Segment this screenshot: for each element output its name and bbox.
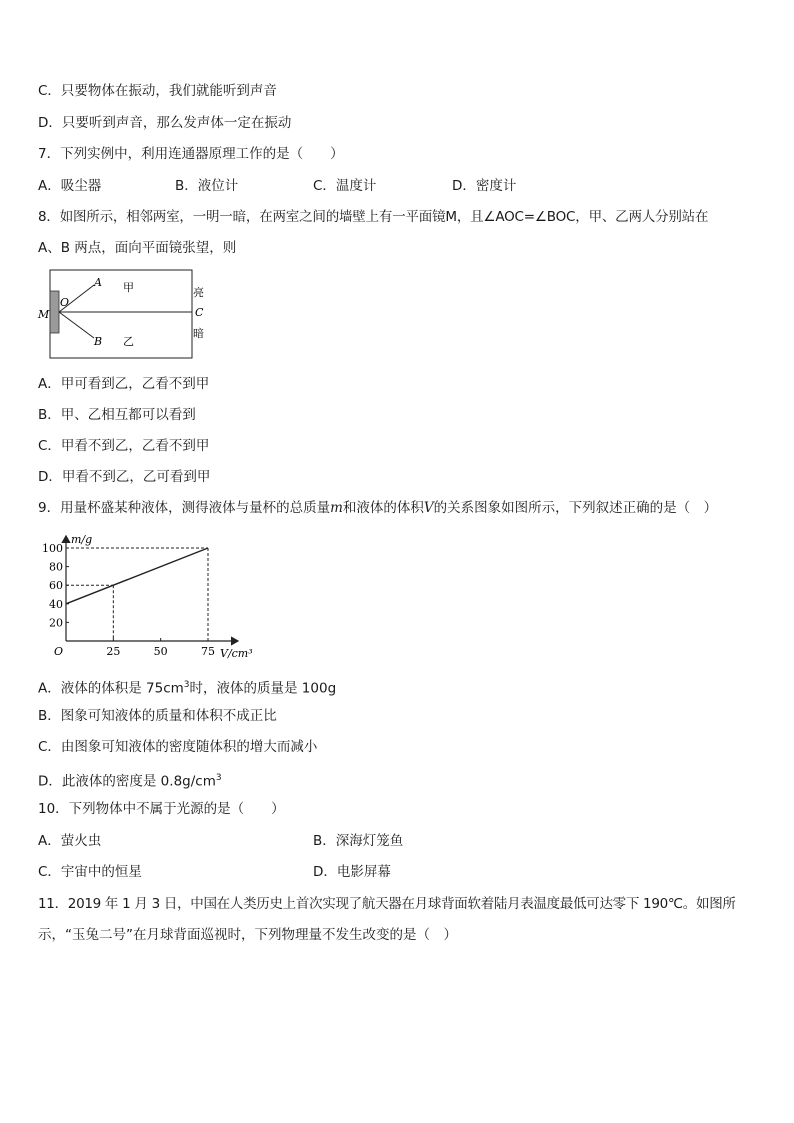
q9-mass-volume-chart	[30, 530, 253, 665]
y-tick-label: 60	[49, 579, 63, 593]
q6-option-d: D．只要听到声音，那么发声体一定在振动	[38, 115, 292, 131]
label-b: B	[94, 335, 103, 348]
q8-stem-line1: 8．如图所示，相邻两室，一明一暗，在两室之间的墙壁上有一平面镜M，且∠AOC=∠BOC，甲、乙两人分别站在	[38, 209, 709, 225]
q7-option-a: A．吸尘器	[38, 178, 102, 194]
q10-option-b: B．深海灯笼鱼	[313, 833, 404, 849]
chart-axes	[66, 536, 238, 641]
q7-option-d: D．密度计	[452, 178, 517, 194]
q9-option-c: C．由图象可知液体的密度随体积的增大而减小	[38, 739, 318, 755]
y-tick-label: 20	[49, 616, 63, 630]
y-axis-label: m/g	[71, 533, 93, 546]
q10-option-c: C．宇宙中的恒星	[38, 864, 142, 880]
q8-option-a: A．甲可看到乙，乙看不到甲	[38, 376, 210, 392]
q10-stem: 10．下列物体中不属于光源的是（ ）	[38, 801, 285, 817]
origin-label: O	[54, 645, 64, 658]
q10-option-d: D．电影屏幕	[313, 864, 391, 880]
q9-option-a-pre: A．液体的体积是 75cm	[38, 680, 184, 697]
room-outline	[50, 270, 192, 358]
label-bright: 亮	[193, 286, 204, 299]
q9-option-a-sup: 3	[183, 680, 190, 690]
label-a: A	[94, 276, 102, 289]
y-tick-label: 100	[42, 542, 63, 555]
line-ob	[59, 312, 94, 338]
label-dark: 暗	[193, 327, 204, 340]
chart-series	[66, 548, 208, 604]
q6-option-c: C．只要物体在振动，我们就能听到声音	[38, 83, 277, 99]
q9-option-a-post: 时，液体的质量是 100g	[189, 680, 337, 697]
q9-option-d-pre: D．此液体的密度是 0.8g/cm	[38, 773, 216, 790]
q8-option-c: C．甲看不到乙，乙看不到甲	[38, 438, 210, 454]
q8-option-b: B．甲、乙相互都可以看到	[38, 407, 196, 423]
q8-mirror-figure	[34, 268, 214, 364]
x-tick-label: 50	[153, 645, 168, 658]
q9-option-a	[38, 676, 336, 698]
q9-stem-m: m	[330, 500, 343, 516]
mass-volume-line	[66, 548, 208, 604]
q10-option-a: A．萤火虫	[38, 833, 102, 849]
y-tick-label: 80	[49, 560, 63, 574]
label-c: C	[195, 306, 204, 319]
q8-stem-line2: A、B 两点，面向平面镜张望，则	[38, 240, 237, 256]
chart-guides	[66, 548, 208, 641]
q8-option-d: D．甲看不到乙，乙可看到甲	[38, 469, 211, 485]
x-tick-label: 75	[201, 645, 215, 658]
q7-stem: 7．下列实例中，利用连通器原理工作的是（ ）	[38, 146, 344, 162]
q7-option-b: B．液位计	[175, 178, 239, 194]
x-axis-label: V/cm³	[220, 647, 253, 660]
q9-stem-post: 的关系图象如图所示，下列叙述正确的是（ ）	[433, 500, 718, 516]
label-o: O	[60, 296, 70, 309]
q9-option-d-sup: 3	[215, 773, 222, 783]
q9-stem-mid: 和液体的体积	[342, 500, 424, 516]
label-yi: 乙	[123, 335, 134, 348]
label-jia: 甲	[123, 281, 134, 294]
label-m: M	[38, 308, 50, 321]
q9-option-b: B．图象可知液体的质量和体积不成正比	[38, 708, 277, 724]
q11-stem-line1: 11．2019 年 1 月 3 日，中国在人类历史上首次实现了航天器在月球背面软着陆月表温度最低可达零下 190℃。如图所	[38, 896, 736, 912]
y-tick-label: 40	[49, 597, 63, 611]
q9-option-d	[38, 769, 222, 791]
q9-stem-v: V	[423, 500, 434, 516]
q11-stem-line2: 示，“玉兔二号”在月球背面巡视时，下列物理量不发生改变的是（ ）	[38, 927, 457, 943]
q9-stem	[38, 499, 717, 517]
plane-mirror	[50, 291, 59, 333]
q7-option-c: C．温度计	[313, 178, 377, 194]
q9-stem-pre: 9．用量杯盛某种液体，测得液体与量杯的总质量	[38, 500, 331, 516]
x-tick-label: 25	[106, 645, 121, 658]
